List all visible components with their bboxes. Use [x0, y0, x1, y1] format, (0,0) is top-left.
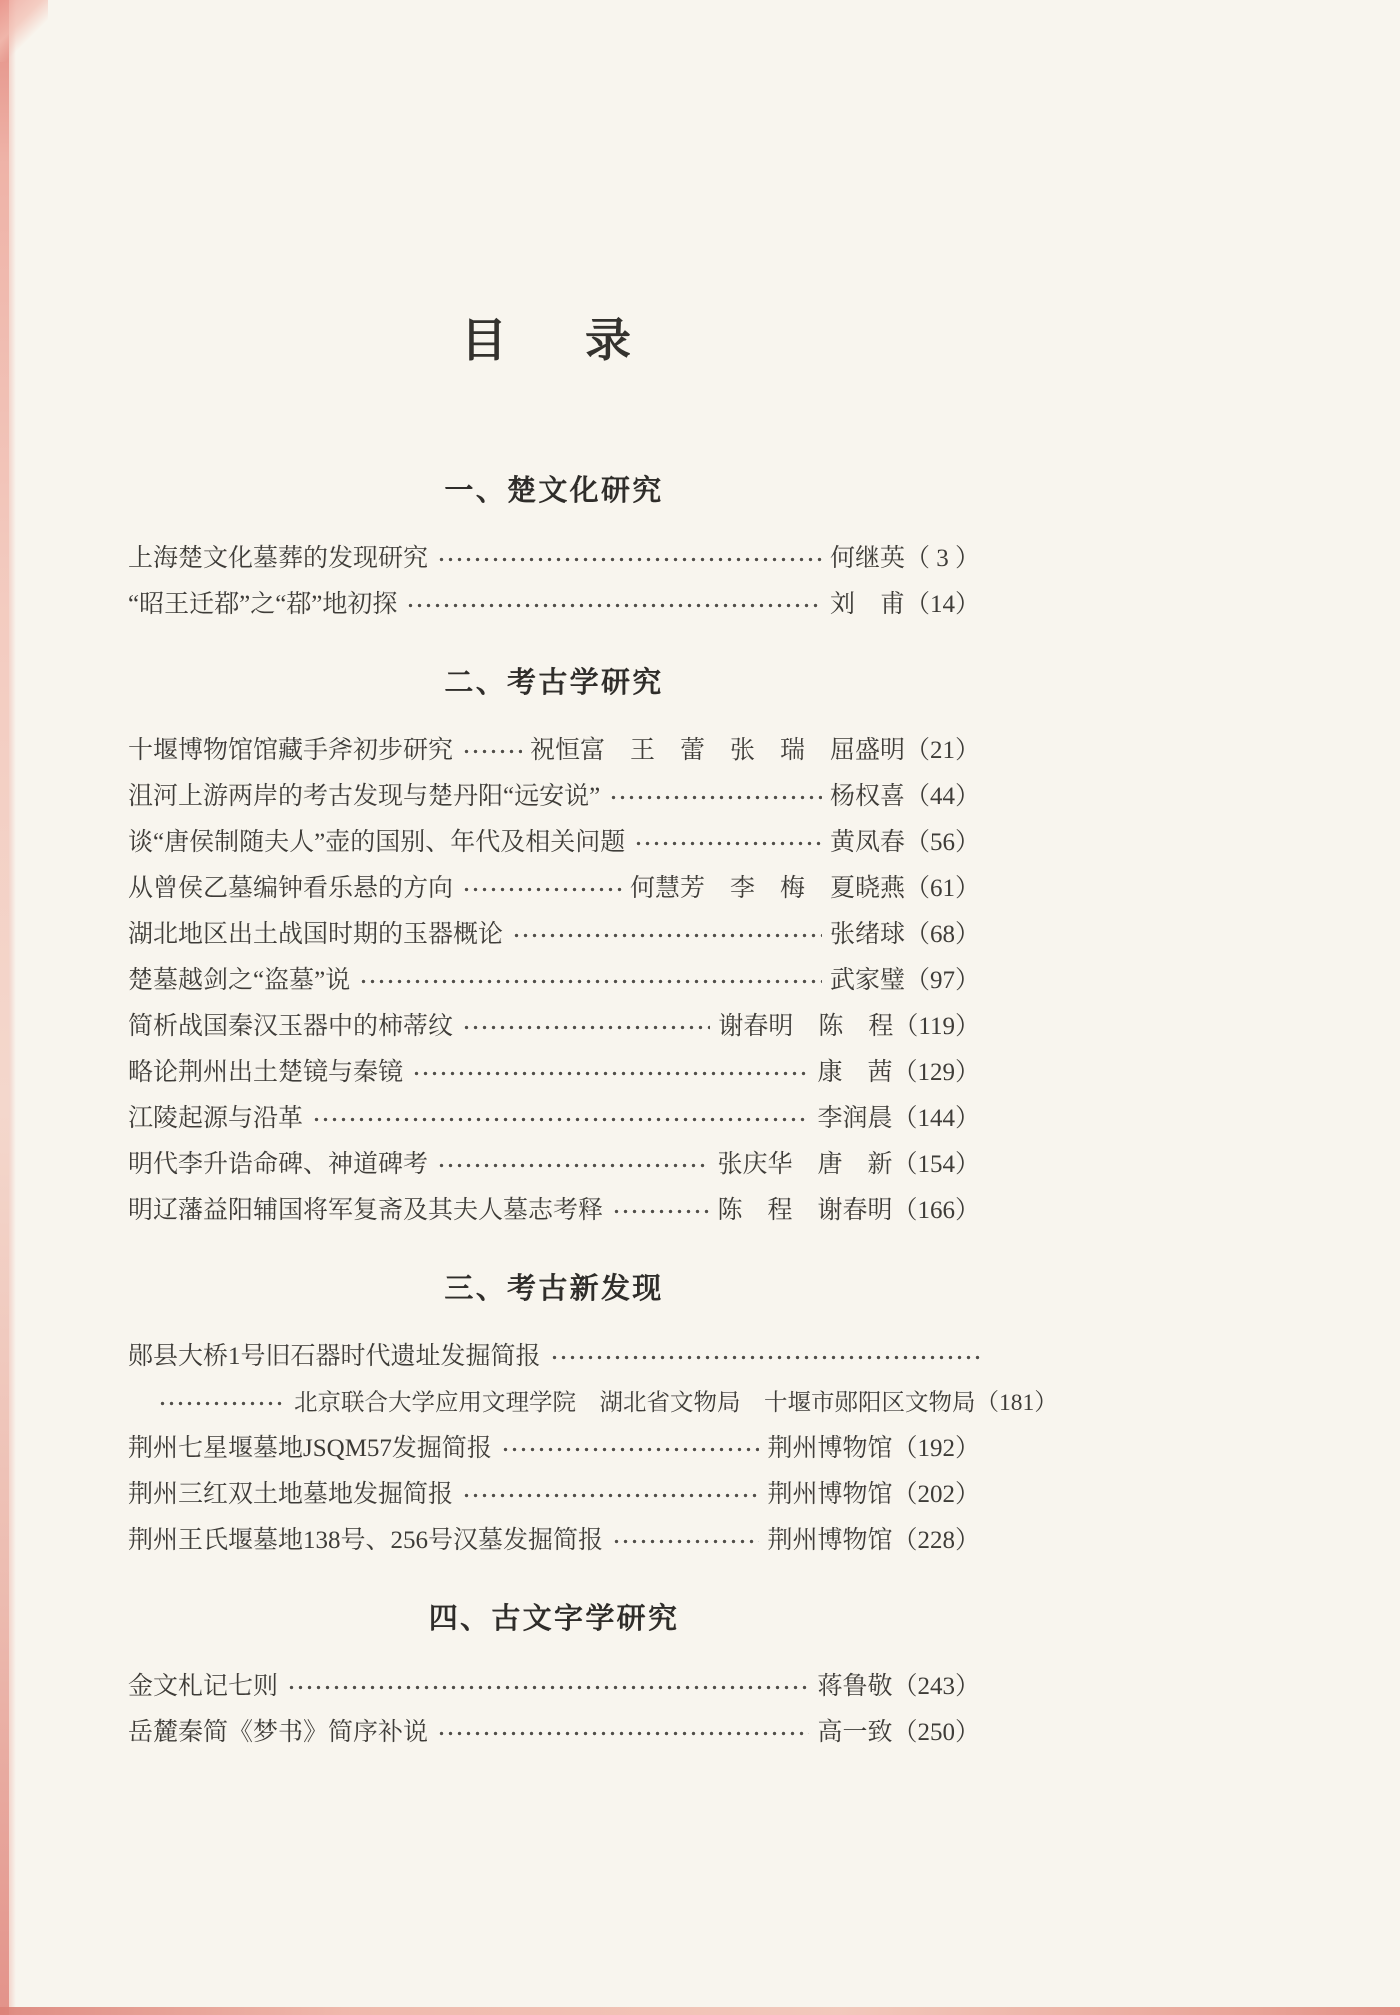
entry-title: 岳麓秦简《梦书》简序补说 [128, 1719, 429, 1746]
toc-entry [128, 1142, 980, 1188]
entry-authors: 高一致 [817, 1719, 893, 1746]
entry-title: 荆州王氏堰墓地138号、256号汉墓发掘简报 [128, 1527, 604, 1554]
entry-authors-page [767, 1472, 980, 1518]
dot-leader [158, 1380, 286, 1426]
entry-authors: 荆州博物馆 [767, 1481, 893, 1508]
dot-leader [512, 912, 822, 958]
dot-leader [501, 1426, 760, 1472]
toc-sections [128, 475, 1058, 1756]
entry-authors: 荆州博物馆 [767, 1435, 893, 1462]
entry-authors: 陈 程 谢春明 [717, 1197, 893, 1224]
entry-title: 谈“唐侯制随夫人”壶的国别、年代及相关问题 [128, 829, 626, 856]
dot-leader [462, 1472, 759, 1518]
entry-page: （119） [893, 1013, 980, 1040]
entry-authors: 何慧芳 李 梅 夏晓燕 [629, 875, 905, 902]
entry-page: （61） [904, 875, 980, 902]
toc-entry [128, 1472, 980, 1518]
toc-entry [128, 866, 980, 912]
dot-leader [462, 1004, 710, 1050]
entry-authors-page [830, 582, 980, 628]
dot-leader [609, 774, 822, 820]
entry-authors: 谢春明 陈 程 [718, 1013, 894, 1040]
entry-page: （ 3 ） [904, 545, 980, 572]
section-heading: 四、古文字学研究 [428, 1603, 680, 1635]
entry-authors-page [718, 1004, 980, 1050]
dot-leader [437, 1710, 809, 1756]
entry-title: 明代李升诰命碑、神道碑考 [128, 1151, 429, 1178]
toc-entry [128, 1380, 1058, 1426]
toc-entry [128, 1004, 980, 1050]
dot-leader [437, 1142, 709, 1188]
entry-authors-page [830, 912, 980, 958]
entry-title: 沮河上游两岸的考古发现与楚丹阳“远安说” [128, 783, 601, 810]
scan-edge-left-fade [9, 0, 16, 2015]
toc-entry [128, 1426, 980, 1472]
toc-entry [128, 1710, 980, 1756]
entry-title: 郧县大桥1号旧石器时代遗址发掘简报 [128, 1343, 541, 1370]
page-title: 目 录 [460, 315, 648, 366]
section-heading: 二、考古学研究 [444, 667, 664, 699]
entry-title: 上海楚文化墓葬的发现研究 [128, 545, 429, 572]
entry-page: （144） [892, 1105, 980, 1132]
entry-page: （192） [892, 1435, 980, 1462]
entry-authors-page [717, 1188, 980, 1234]
entry-title: “昭王迁鄀”之“鄀”地初探 [128, 591, 398, 618]
entry-authors-page [717, 1142, 980, 1188]
entry-page: （56） [904, 829, 980, 856]
entry-title: 湖北地区出土战国时期的玉器概论 [128, 921, 504, 948]
dot-leader [359, 958, 822, 1004]
dot-leader [462, 728, 522, 774]
entry-authors: 武家璧 [829, 967, 905, 994]
entry-page: （97） [904, 967, 980, 994]
entry-page: （14） [904, 591, 980, 618]
entry-authors: 刘 甫 [829, 591, 905, 618]
entry-page: （44） [904, 783, 980, 810]
entry-title: 金文札记七则 [128, 1673, 279, 1700]
entry-page: （166） [892, 1197, 980, 1224]
entry-authors: 北京联合大学应用文理学院 湖北省文物局 十堰市郧阳区文物局 [294, 1390, 976, 1416]
dot-leader [634, 820, 822, 866]
scan-corner-mark [0, 0, 48, 62]
scan-edge-bottom [0, 2007, 1400, 2015]
toc-entry [128, 958, 980, 1004]
entry-page: （228） [892, 1527, 980, 1554]
toc-entry [128, 536, 980, 582]
scan-edge-left [0, 0, 9, 2015]
entry-authors-page [830, 820, 980, 866]
toc-entry [128, 582, 980, 628]
entry-title: 楚墓越剑之“盗墓”说 [128, 967, 351, 994]
entry-page: （202） [892, 1481, 980, 1508]
entry-authors: 蒋鲁敬 [817, 1673, 893, 1700]
entry-authors-page [830, 536, 980, 582]
dot-leader [412, 1050, 809, 1096]
dot-leader [462, 866, 622, 912]
entry-authors-page [530, 728, 980, 774]
entry-page: （21） [904, 737, 980, 764]
entry-title: 十堰博物馆馆藏手斧初步研究 [128, 737, 454, 764]
dot-leader [406, 582, 822, 628]
entry-title: 从曾侯乙墓编钟看乐悬的方向 [128, 875, 454, 902]
entry-page: （250） [892, 1719, 980, 1746]
entry-authors: 荆州博物馆 [767, 1527, 893, 1554]
entry-authors: 祝恒富 王 蕾 张 瑞 屈盛明 [529, 737, 905, 764]
toc-content [128, 0, 1058, 1756]
entry-authors-page [630, 866, 980, 912]
entry-title: 略论荆州出土楚镜与秦镜 [128, 1059, 404, 1086]
entry-authors-page [817, 1710, 980, 1756]
entry-authors-page [830, 774, 980, 820]
dot-leader [550, 1334, 980, 1380]
entry-authors-page [767, 1426, 980, 1472]
entry-authors-page [767, 1518, 980, 1564]
entry-authors-page [294, 1380, 1058, 1426]
toc-entry [128, 1096, 980, 1142]
dot-leader [312, 1096, 809, 1142]
toc-entry [128, 1664, 980, 1710]
entry-authors: 杨权喜 [829, 783, 905, 810]
toc-entry [128, 1050, 980, 1096]
entry-page: （181） [975, 1390, 1058, 1416]
dot-leader [612, 1518, 759, 1564]
entry-authors: 张庆华 唐 新 [717, 1151, 893, 1178]
toc-entry [128, 1518, 980, 1564]
toc-entry [128, 728, 980, 774]
entry-title: 荆州三红双土地墓地发掘简报 [128, 1481, 454, 1508]
toc-entry [128, 820, 980, 866]
toc-entry [128, 774, 980, 820]
entry-page: （129） [892, 1059, 980, 1086]
entry-page: （243） [892, 1673, 980, 1700]
entry-page: （68） [904, 921, 980, 948]
section-heading: 一、楚文化研究 [444, 475, 664, 507]
entry-authors-page [830, 958, 980, 1004]
entry-title: 明辽藩益阳辅国将军复斋及其夫人墓志考释 [128, 1197, 604, 1224]
entry-page: （154） [892, 1151, 980, 1178]
dot-leader [287, 1664, 809, 1710]
entry-authors: 黄凤春 [829, 829, 905, 856]
dot-leader [612, 1188, 709, 1234]
entry-title: 荆州七星堰墓地JSQM57发掘简报 [128, 1435, 492, 1462]
entry-authors-page [817, 1664, 980, 1710]
toc-entry [128, 1334, 980, 1380]
entry-authors: 张绪球 [829, 921, 905, 948]
entry-title: 简析战国秦汉玉器中的柿蒂纹 [128, 1013, 454, 1040]
entry-title: 江陵起源与沿革 [128, 1105, 304, 1132]
entry-authors: 康 茜 [817, 1059, 893, 1086]
entry-authors-page [817, 1050, 980, 1096]
entry-authors: 李润晨 [817, 1105, 893, 1132]
toc-entry [128, 912, 980, 958]
toc-entry [128, 1188, 980, 1234]
section-heading: 三、考古新发现 [444, 1273, 664, 1305]
dot-leader [437, 536, 822, 582]
entry-authors: 何继英 [829, 545, 905, 572]
entry-authors-page [817, 1096, 980, 1142]
